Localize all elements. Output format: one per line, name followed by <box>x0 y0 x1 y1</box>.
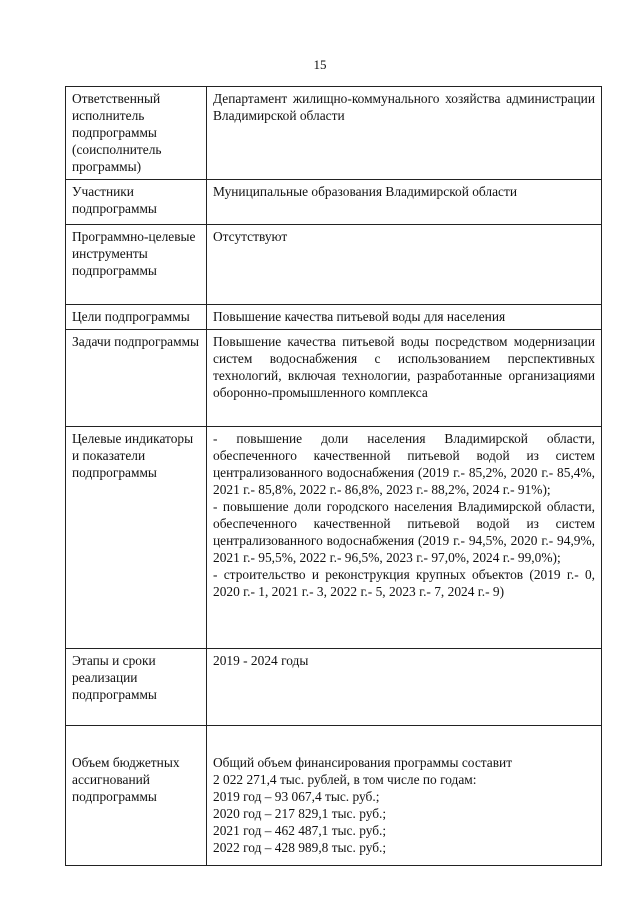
row-value: Повышение качества питьевой воды для населения <box>207 305 602 330</box>
subprogram-passport-table <box>65 86 602 866</box>
row-value <box>207 427 602 649</box>
funding-line: 2019 год – 93 067,4 тыс. руб.; <box>213 789 380 804</box>
row-value: Муниципальные образования Владимирской области <box>207 180 602 225</box>
row-label: Программно-целевые инструменты подпрограммы <box>66 225 207 305</box>
row-value: Повышение качества питьевой воды посредством модернизации систем водоснабжения с использованием перспективных технологий, включая технологии, разработанные организациями оборонно-промышленного комплекса <box>207 330 602 427</box>
table-row <box>66 427 602 649</box>
indicator-item: - повышение доли городского населения Владимирской области, обеспеченного качественной питьевой водой из систем централизованного водоснабжения (2019 г.- 94,5%, 2020 г.- 94,9%, 2021 г.- 95,5%, 2022 г.- 96,5%, 2023 г.- 97,0%, 2024 г.- 99,0%); <box>213 499 595 565</box>
row-value-text: Департамент жилищно-коммунального хозяйства администрации Владимирской области <box>213 91 595 123</box>
row-label: Участники подпрограммы <box>66 180 207 225</box>
table-row <box>66 87 602 180</box>
row-value: 2019 - 2024 годы <box>207 649 602 726</box>
row-label-text: Объем бюджетных ассигнований подпрограммы <box>72 755 180 804</box>
funding-line: Общий объем финансирования программы составит <box>213 755 513 770</box>
table-row <box>66 649 602 726</box>
row-label <box>66 726 207 866</box>
table-row <box>66 330 602 427</box>
row-value <box>207 87 602 180</box>
table-row <box>66 726 602 866</box>
page-number: 15 <box>313 57 327 72</box>
table-row <box>66 305 602 330</box>
indicator-item: - строительство и реконструкция крупных объектов (2019 г.- 0, 2020 г.- 1, 2021 г.- 3, 2022 г.- 5, 2023 г.- 7, 2024 г.- 9) <box>213 567 595 599</box>
row-label: Целевые индикаторы и показатели подпрограммы <box>66 427 207 649</box>
row-label: Задачи подпрограммы <box>66 330 207 427</box>
row-label: Этапы и сроки реализации подпрограммы <box>66 649 207 726</box>
table-row <box>66 180 602 225</box>
funding-line: 2 022 271,4 тыс. рублей, в том числе по годам: <box>213 772 477 787</box>
indicator-item: - повышение доли населения Владимирской области, обеспеченного качественной питьевой водой из систем централизованного водоснабжения (2019 г.- 85,2%, 2020 г.- 85,4%, 2021 г.- 85,8%, 2022 г.- 86,8%, 2023 г.- 88,2%, 2024 г.- 91%); <box>213 431 595 497</box>
funding-line: 2020 год – 217 829,1 тыс. руб.; <box>213 806 387 821</box>
row-value <box>207 726 602 866</box>
row-label: Цели подпрограммы <box>66 305 207 330</box>
funding-line: 2021 год – 462 487,1 тыс. руб.; <box>213 823 387 838</box>
table-row <box>66 225 602 305</box>
row-label: Ответственный исполнитель подпрограммы (соисполнитель программы) <box>66 87 207 180</box>
row-value: Отсутствуют <box>207 225 602 305</box>
funding-line: 2022 год – 428 989,8 тыс. руб.; <box>213 840 387 855</box>
